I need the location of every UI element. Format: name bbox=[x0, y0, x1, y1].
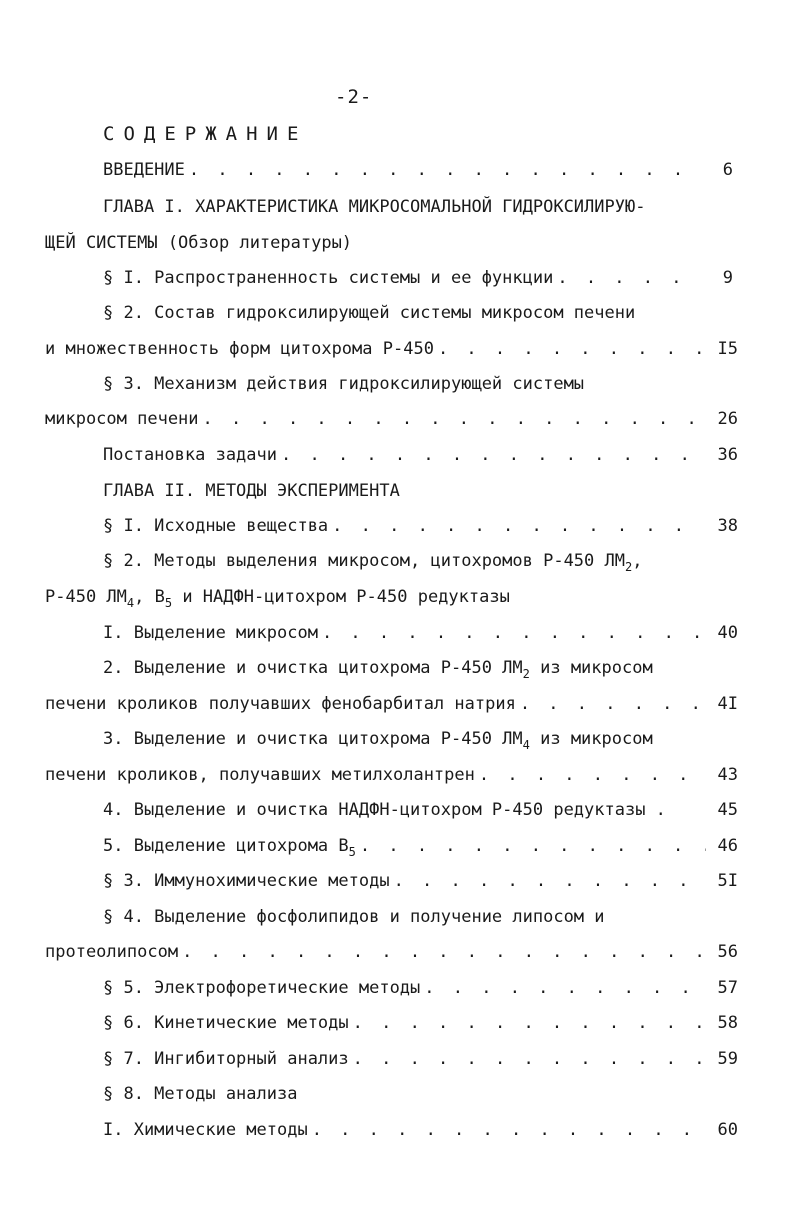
toc-page-number: 59 bbox=[717, 1049, 738, 1069]
dot-leader bbox=[479, 761, 706, 789]
toc-page-number: 45 bbox=[717, 800, 738, 820]
toc-text-line: § 8. Методы анализа bbox=[103, 1084, 298, 1104]
toc-text-line: 3. Выделение и очистка цитохрома Р-450 $ЛМ_4$ из микросом bbox=[103, 729, 653, 752]
toc-entry[interactable]: протеолипосом . . . 56 bbox=[45, 938, 738, 966]
toc-heading-line: ГЛАВА I. ХАРАКТЕРИСТИКА МИКРОСОМАЛЬНОЙ ГИДРОКСИЛИРУЮ- bbox=[103, 197, 646, 217]
toc-page-number: 56 bbox=[717, 942, 738, 962]
toc-heading-line: ГЛАВА II. МЕТОДЫ ЭКСПЕРИМЕНТА bbox=[103, 481, 400, 501]
dot-leader bbox=[424, 974, 706, 1002]
toc-entry[interactable]: ВВЕДЕНИЕ . . . 6 bbox=[103, 156, 733, 184]
page-number: -2- bbox=[335, 86, 373, 108]
toc-page-number: 26 bbox=[717, 409, 738, 429]
toc-text-line: § 4. Выделение фосфолипидов и получение липосом и bbox=[103, 907, 605, 927]
toc-text-line: § 2. Методы выделения микросом, цитохромов Р-450 $ЛМ_2$, bbox=[103, 551, 643, 574]
toc-entry[interactable]: печени кроликов, получавших метилхолантрен . . . 43 bbox=[45, 761, 738, 789]
toc-entry[interactable]: § 6. Кинетические методы . . . 58 bbox=[103, 1009, 738, 1037]
dot-leader bbox=[312, 1116, 706, 1144]
toc-heading-line: ЩЕЙ СИСТЕМЫ (Обзор литературы) bbox=[45, 233, 353, 253]
toc-text-line: Р-450 $ЛМ_4$, $В_5$ и НАДФН-цитохром Р-450 редуктазы bbox=[45, 587, 510, 610]
toc-page-number: I5 bbox=[717, 339, 738, 359]
dot-leader bbox=[189, 156, 701, 184]
toc-page-number: 43 bbox=[717, 765, 738, 785]
dot-leader bbox=[353, 1045, 706, 1073]
toc-page-number: 36 bbox=[717, 445, 738, 465]
toc-page-number: 40 bbox=[717, 623, 738, 643]
dot-leader bbox=[281, 441, 706, 469]
dot-leader bbox=[353, 1009, 706, 1037]
toc-page-number: 5I bbox=[717, 871, 738, 891]
dot-leader bbox=[203, 405, 706, 433]
dot-leader bbox=[394, 867, 706, 895]
dot-leader bbox=[557, 264, 701, 292]
dot-leader bbox=[332, 512, 706, 540]
toc-page-number: 4I bbox=[717, 694, 738, 714]
dot-leader bbox=[520, 690, 706, 718]
toc-entry[interactable]: I. Химические методы . . . 60 bbox=[103, 1116, 738, 1144]
toc-page-number: 60 bbox=[717, 1120, 738, 1140]
toc-text-line: 2. Выделение и очистка цитохрома Р-450 $ЛМ_2$ из микросом bbox=[103, 658, 653, 681]
toc-entry[interactable]: печени кроликов получавших фенобарбитал натрия . . . 4I bbox=[45, 690, 738, 718]
toc-entry[interactable]: § 7. Ингибиторный анализ . . . 59 bbox=[103, 1045, 738, 1073]
toc-entry[interactable]: § 5. Электрофоретические методы . . . 57 bbox=[103, 974, 738, 1002]
toc-page-number: 57 bbox=[717, 978, 738, 998]
contents-heading: СОДЕРЖАНИЕ bbox=[103, 123, 308, 145]
toc-page-number: 46 bbox=[717, 836, 738, 856]
toc-entry[interactable]: 4. Выделение и очистка НАДФН-цитохром Р-450 редуктазы . 45 bbox=[103, 796, 738, 824]
toc-entry[interactable]: I. Выделение микросом . . . 40 bbox=[103, 619, 738, 647]
toc-entry[interactable]: § 3. Иммунохимические методы . . . 5I bbox=[103, 867, 738, 895]
dot-leader bbox=[182, 938, 706, 966]
toc-text-line: § 3. Механизм действия гидроксилирующей системы bbox=[103, 374, 585, 394]
dot-leader bbox=[438, 335, 706, 363]
toc-entry[interactable]: § I. Распространенность системы и ее функции . . . 9 bbox=[103, 264, 733, 292]
toc-entry[interactable]: Постановка задачи . . . 36 bbox=[103, 441, 738, 469]
toc-entry[interactable]: микросом печени . . . 26 bbox=[45, 405, 738, 433]
toc-text-line: § 2. Состав гидроксилирующей системы микросом печени bbox=[103, 303, 636, 323]
toc-entry[interactable]: 5. Выделение цитохрома $В_5$ . . . 46 bbox=[103, 832, 738, 860]
dot-leader bbox=[322, 619, 706, 647]
toc-page-number: 58 bbox=[717, 1013, 738, 1033]
toc-page-number: 6 bbox=[722, 160, 733, 180]
toc-page-number: 38 bbox=[717, 516, 738, 536]
toc-entry[interactable]: § I. Исходные вещества . . . 38 bbox=[103, 512, 738, 540]
toc-page-number: 9 bbox=[722, 268, 733, 288]
toc-entry[interactable]: и множественность форм цитохрома Р-450 . . . I5 bbox=[45, 335, 738, 363]
dot-leader bbox=[360, 832, 706, 860]
